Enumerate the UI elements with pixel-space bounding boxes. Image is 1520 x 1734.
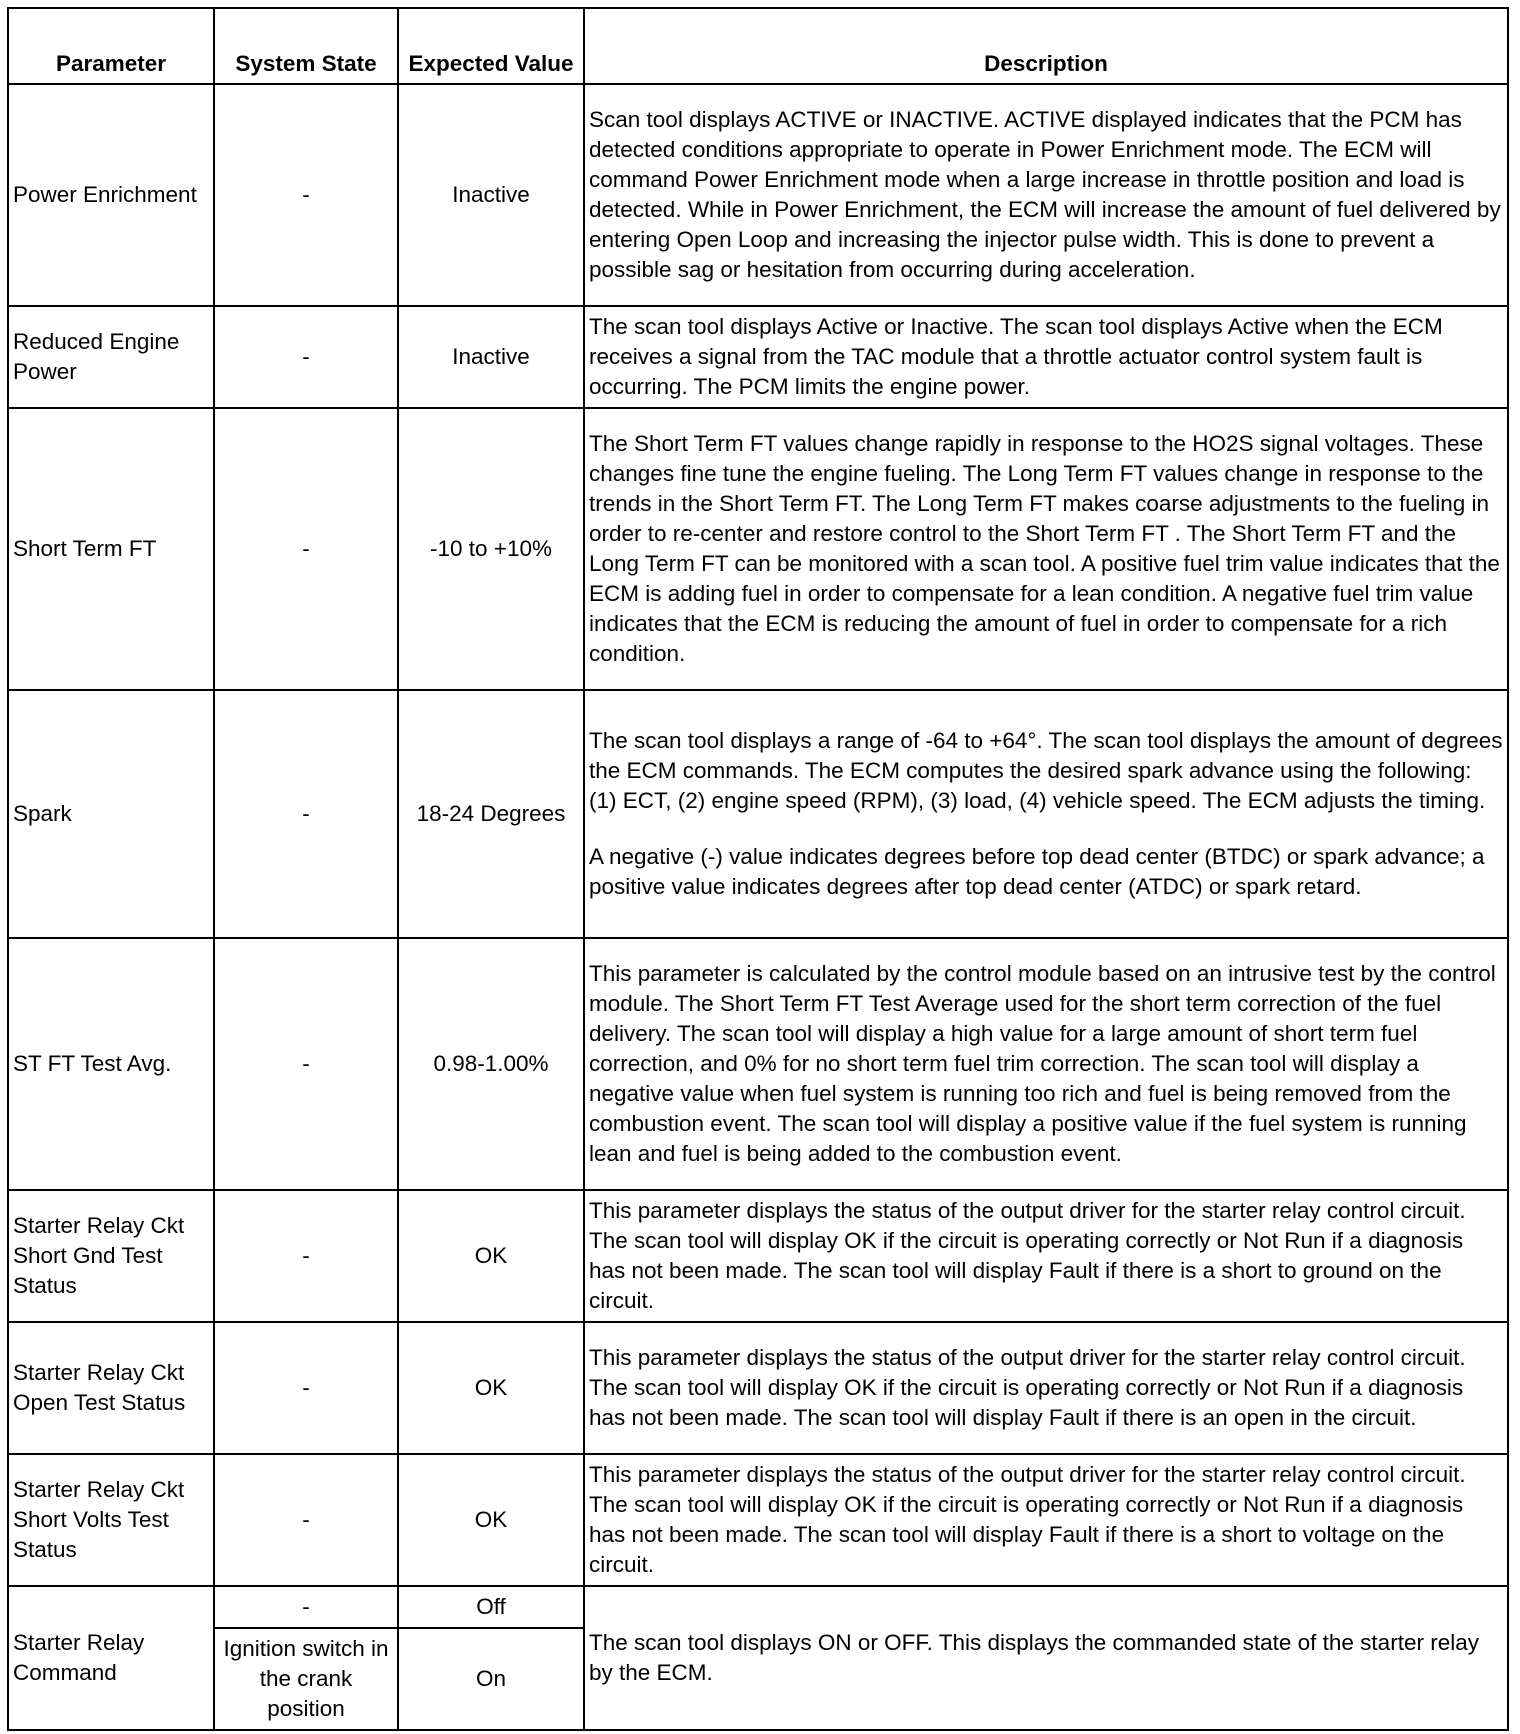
description-text: The scan tool displays Active or Inactive. The scan tool displays Active when the ECM receives a signal from the TAC module that a throttle actuator control system fault is occurring. The PCM limits the engine power. — [589, 314, 1443, 399]
description-text: A negative (-) value indicates degrees before top dead center (BTDC) or spark advance; a positive value indicates degrees after top dead center (ATDC) or spark retard. — [589, 844, 1485, 899]
expected-value-cell: On — [398, 1628, 584, 1730]
parameter-cell: ST FT Test Avg. — [8, 938, 214, 1190]
table-row — [8, 938, 1508, 1190]
description-text: The scan tool displays ON or OFF. This displays the commanded state of the starter relay by the ECM. — [589, 1630, 1479, 1685]
system-state-cell: - — [214, 690, 398, 938]
description-cell — [584, 690, 1508, 938]
header-expected-value: Expected Value — [398, 8, 584, 84]
expected-value-cell: Inactive — [398, 306, 584, 408]
expected-value-cell: Off — [398, 1586, 584, 1628]
table-header-row — [8, 8, 1508, 84]
table-row — [8, 84, 1508, 306]
description-cell — [584, 1190, 1508, 1322]
description-cell — [584, 306, 1508, 408]
expected-value-cell: 0.98-1.00% — [398, 938, 584, 1190]
description-cell — [584, 84, 1508, 306]
expected-value-cell: Inactive — [398, 84, 584, 306]
expected-value-cell: 18-24 Degrees — [398, 690, 584, 938]
system-state-cell: - — [214, 408, 398, 690]
table-row — [8, 690, 1508, 938]
system-state-cell: - — [214, 1190, 398, 1322]
table-row — [8, 1322, 1508, 1454]
expected-value-cell: -10 to +10% — [398, 408, 584, 690]
system-state-cell: - — [214, 938, 398, 1190]
table-row — [8, 1586, 1508, 1628]
description-cell — [584, 1454, 1508, 1586]
description-text: This parameter displays the status of the output driver for the starter relay control circuit. The scan tool will display OK if the circuit is operating correctly or Not Run if a diagnosis has not been made. The scan tool will display Fault if there is a short to voltage on the circuit. — [589, 1462, 1466, 1577]
expected-value-cell: OK — [398, 1454, 584, 1586]
header-parameter: Parameter — [8, 8, 214, 84]
description-cell — [584, 1322, 1508, 1454]
header-system-state: System State — [214, 8, 398, 84]
system-state-cell: - — [214, 1322, 398, 1454]
description-text: The Short Term FT values change rapidly in response to the HO2S signal voltages. These changes fine tune the engine fueling. The Long Term FT values change in response to the trends in the Short Term FT. The Long Term FT makes coarse adjustments to the fueling in order to re-center and restore control to the Short Term FT . The Short Term FT and the Long Term FT can be monitored with a scan tool. A positive fuel trim value indicates that the ECM is adding fuel in order to compensate for a lean condition. A negative fuel trim value indicates that the ECM is reducing the amount of fuel in order to compensate for a rich condition. — [589, 431, 1500, 666]
system-state-cell: - — [214, 1454, 398, 1586]
parameter-cell: Spark — [8, 690, 214, 938]
description-cell — [584, 408, 1508, 690]
header-description: Description — [584, 8, 1508, 84]
table-row — [8, 408, 1508, 690]
parameter-cell: Short Term FT — [8, 408, 214, 690]
table-row — [8, 306, 1508, 408]
description-text: This parameter displays the status of the output driver for the starter relay control circuit. The scan tool will display OK if the circuit is operating correctly or Not Run if a diagnosis has not been made. The scan tool will display Fault if there is a short to ground on the circuit. — [589, 1198, 1466, 1313]
description-text: Scan tool displays ACTIVE or INACTIVE. ACTIVE displayed indicates that the PCM has detected conditions appropriate to operate in Power Enrichment mode. The ECM will command Power Enrichment mode when a large increase in throttle position and load is detected. While in Power Enrichment, the ECM will increase the amount of fuel delivered by entering Open Loop and increasing the injector pulse width. This is done to prevent a possible sag or hesitation from occurring during acceleration. — [589, 107, 1501, 282]
system-state-cell: Ignition switch in the crank position — [214, 1628, 398, 1730]
description-cell — [584, 1586, 1508, 1730]
expected-value-cell: OK — [398, 1322, 584, 1454]
parameter-cell: Power Enrichment — [8, 84, 214, 306]
system-state-cell: - — [214, 84, 398, 306]
parameter-cell: Reduced Engine Power — [8, 306, 214, 408]
table-row — [8, 1190, 1508, 1322]
parameter-cell: Starter Relay Command — [8, 1586, 214, 1730]
parameter-cell: Starter Relay Ckt Short Gnd Test Status — [8, 1190, 214, 1322]
description-cell — [584, 938, 1508, 1190]
description-text: The scan tool displays a range of -64 to +64°. The scan tool displays the amount of degrees the ECM commands. The ECM computes the desired spark advance using the following: (1) ECT, (2) engine speed (RPM), (3) load, (4) vehicle speed. The ECM adjusts the timing. — [589, 728, 1503, 813]
description-text: This parameter is calculated by the control module based on an intrusive test by the control module. The Short Term FT Test Average used for the short term correction of the fuel delivery. The scan tool will display a high value for a large amount of short term fuel correction, and 0% for no short term fuel trim correction. The scan tool will display a negative value when fuel system is running too rich and fuel is being removed from the combustion event. The scan tool will display a positive value if the fuel system is running lean and fuel is being added to the combustion event. — [589, 961, 1496, 1166]
description-text: This parameter displays the status of the output driver for the starter relay control circuit. The scan tool will display OK if the circuit is operating correctly or Not Run if a diagnosis has not been made. The scan tool will display Fault if there is an open in the circuit. — [589, 1345, 1466, 1430]
table-row — [8, 1454, 1508, 1586]
system-state-cell: - — [214, 1586, 398, 1628]
parameter-cell: Starter Relay Ckt Short Volts Test Status — [8, 1454, 214, 1586]
system-state-cell: - — [214, 306, 398, 408]
parameter-table — [7, 7, 1509, 1731]
parameter-cell: Starter Relay Ckt Open Test Status — [8, 1322, 214, 1454]
expected-value-cell: OK — [398, 1190, 584, 1322]
